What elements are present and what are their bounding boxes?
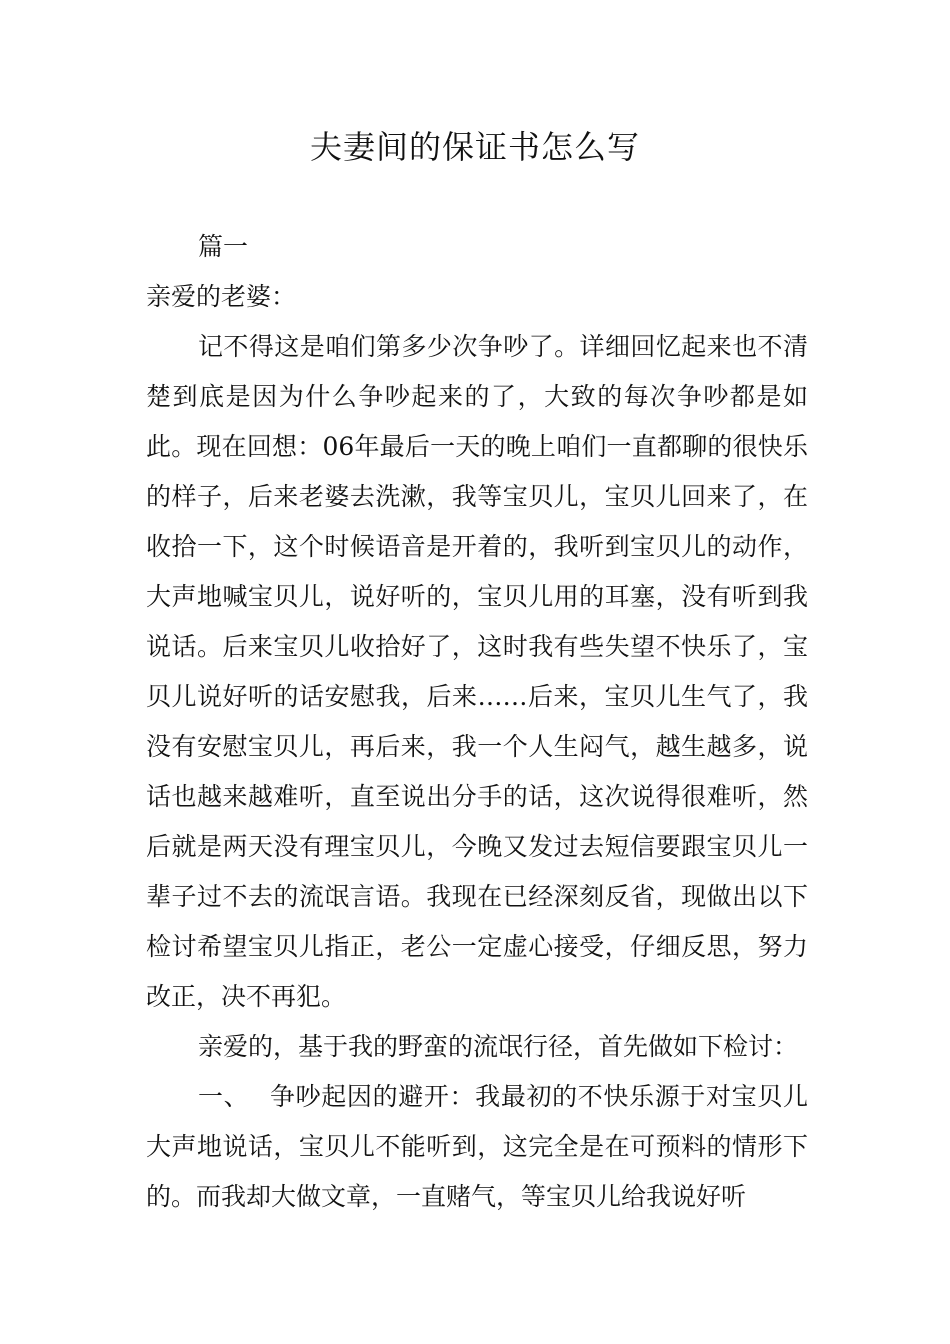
list-item-number: 一、 <box>198 1082 250 1111</box>
document-title: 夫妻间的保证书怎么写 <box>309 128 640 166</box>
list-item-text: 争吵起因的避开：我最初的不快乐源于对宝贝儿大声地说话，宝贝儿不能听到，这完全是在可预料的情形下的。而我却大做文章，一直赌气，等宝贝儿给我说好听 <box>146 1082 808 1211</box>
salutation: 亲爱的老婆： <box>146 282 297 311</box>
list-item-1 <box>146 1072 808 1222</box>
paragraph-1: 记不得这是咱们第多少次争吵了。详细回忆起来也不清楚到底是因为什么争吵起来的了，大致的每次争吵都是如此。现在回想：06年最后一天的晚上咱们一直都聊的很快乐的样子，后来老婆去洗漱，我等宝贝儿，宝贝儿回来了，在收拾一下，这个时候语音是开着的，我听到宝贝儿的动作，大声地喊宝贝儿，说好听的，宝贝儿用的耳塞，没有听到我说话。后来宝贝儿收拾好了，这时我有些失望不快乐了，宝贝儿说好听的话安慰我，后来……后来，宝贝儿生气了，我没有安慰宝贝儿，再后来，我一个人生闷气，越生越多，说话也越来越难听，直至说出分手的话，这次说得很难听，然后就是两天没有理宝贝儿，今晚又发过去短信要跟宝贝儿一辈子过不去的流氓言语。我现在已经深刻反省，现做出以下检讨希望宝贝儿指正，老公一定虚心接受，仔细反思，努力改正，决不再犯。 <box>146 332 808 1011</box>
section-label: 篇一 <box>198 232 249 261</box>
paragraph-2: 亲爱的，基于我的野蛮的流氓行径，首先做如下检讨： <box>198 1032 799 1061</box>
document-body <box>146 222 808 1222</box>
